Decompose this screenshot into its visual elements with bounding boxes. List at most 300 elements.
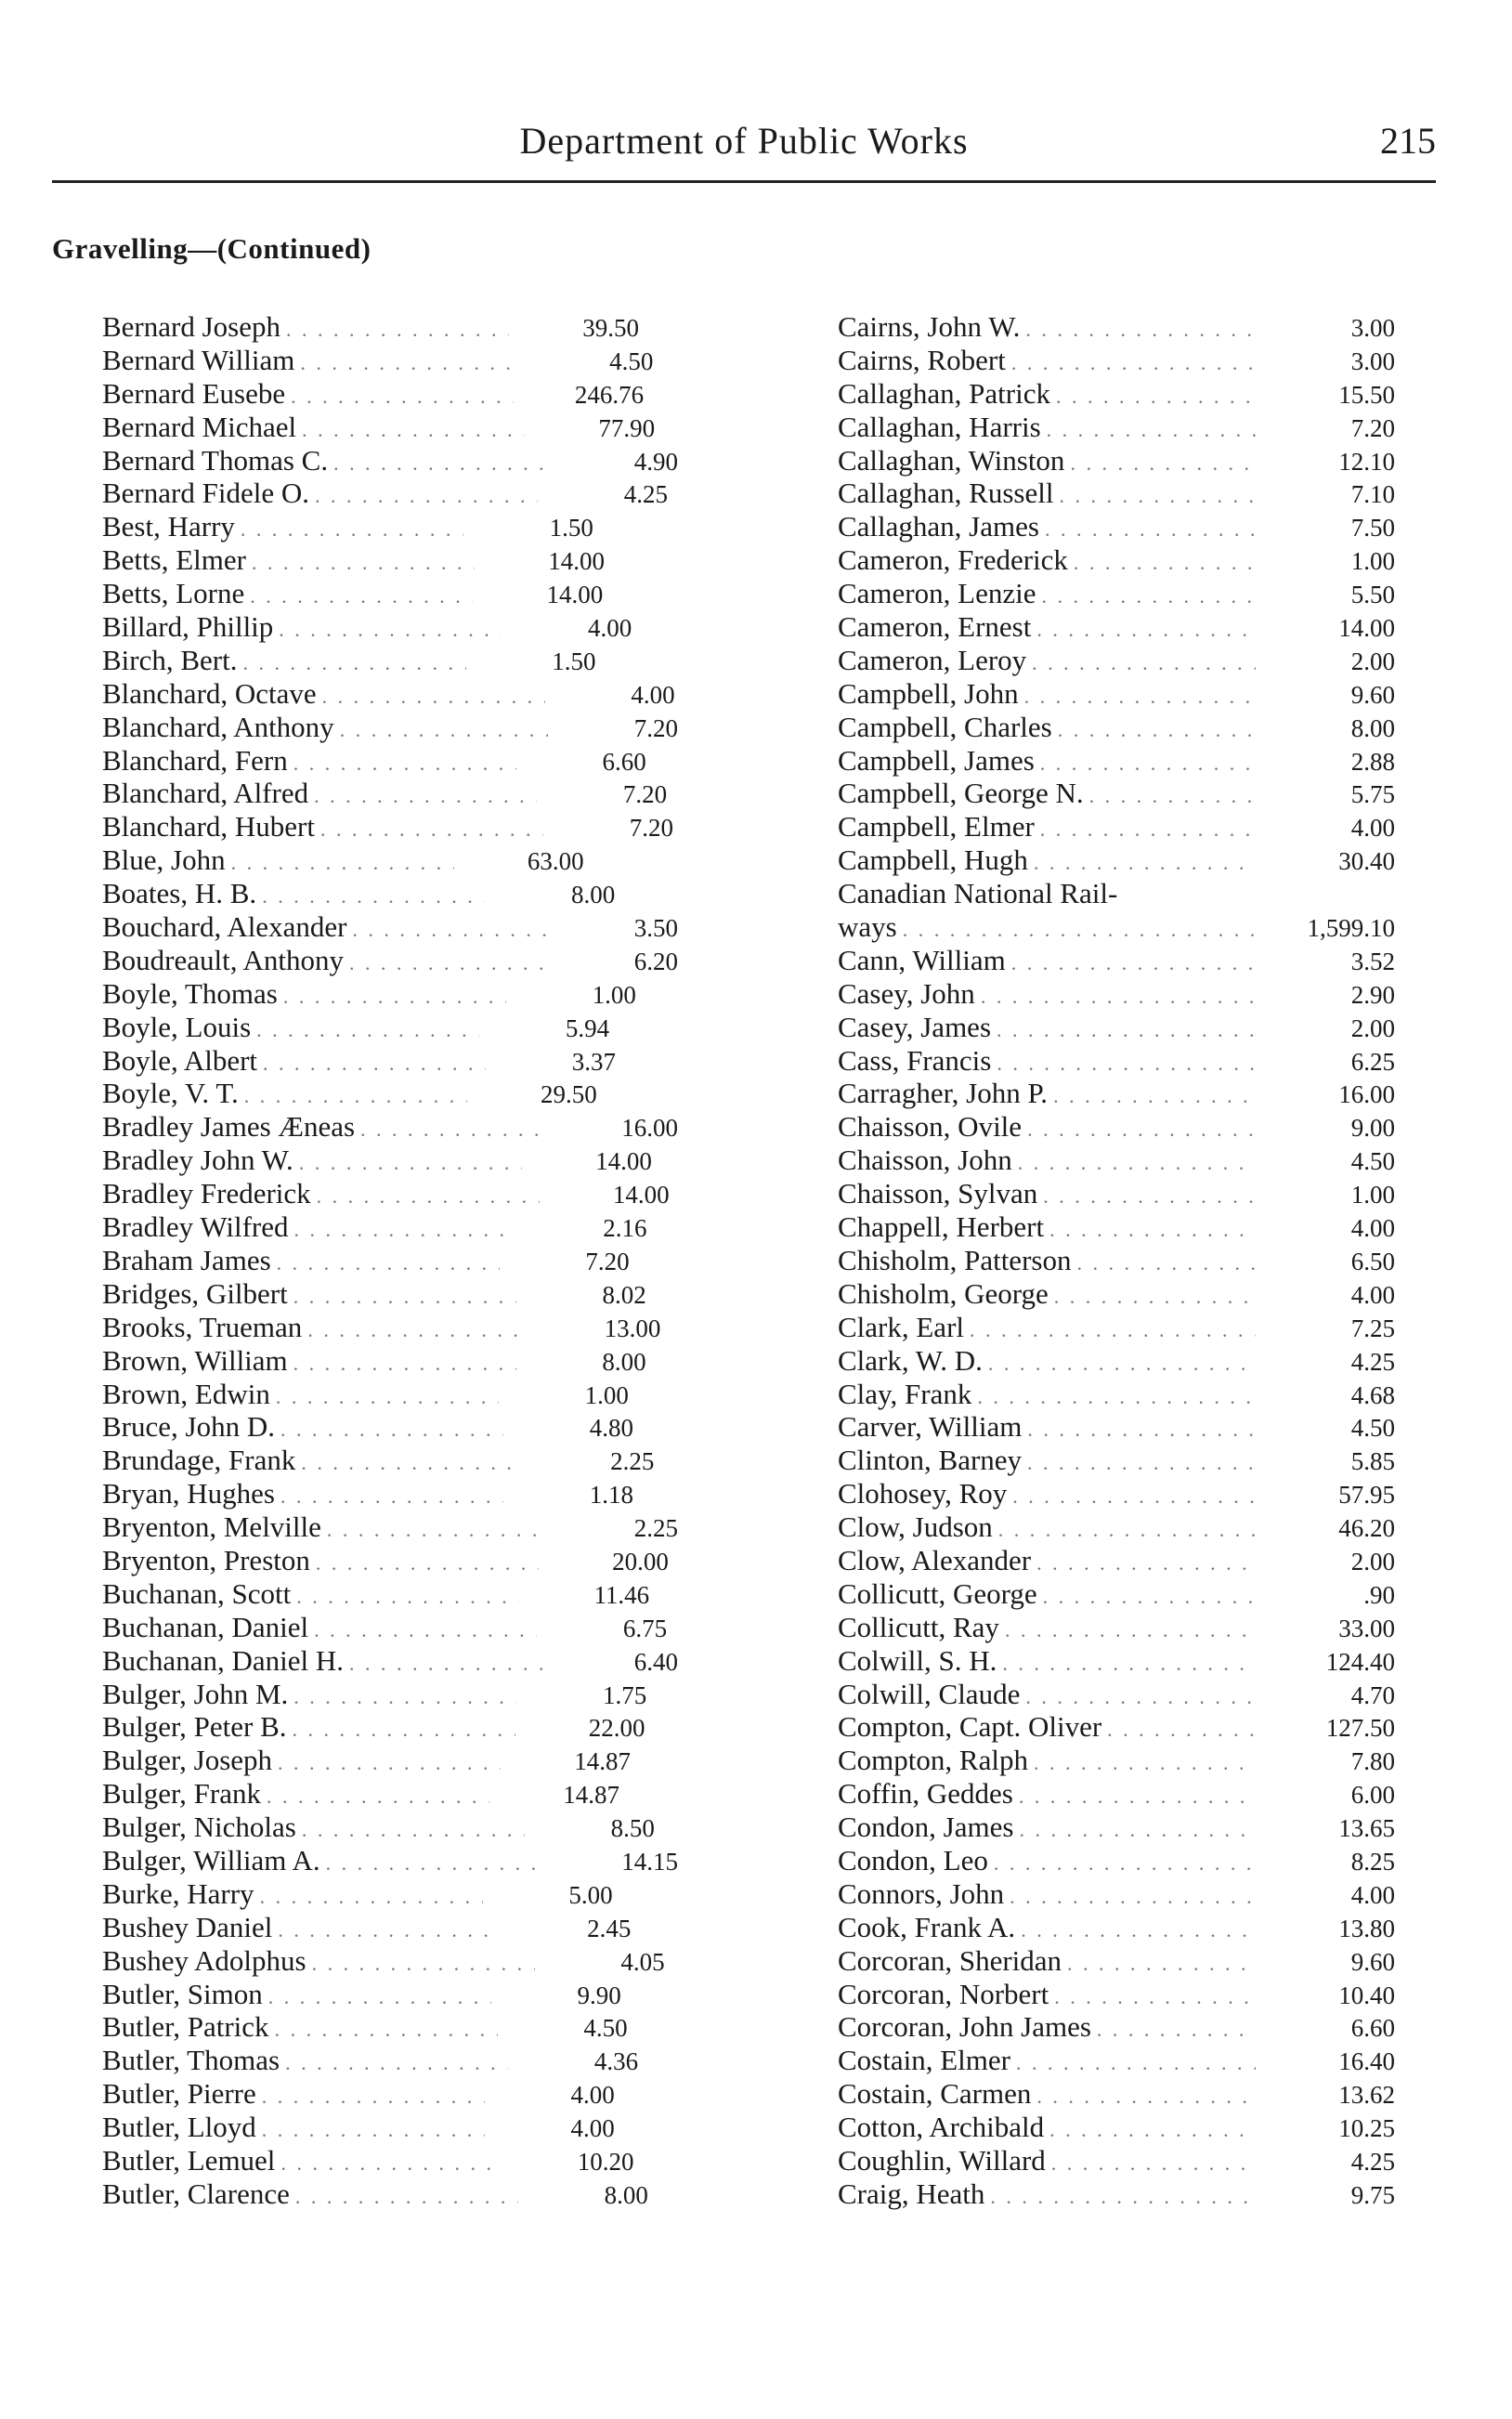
list-item (838, 1044, 1395, 1078)
entry-amount: 7.20 (1350, 413, 1395, 442)
entry-amount: 8.50 (610, 1814, 655, 1843)
list-item (838, 810, 1395, 843)
dot-leader (316, 1547, 539, 1580)
entry-amount: 5.75 (1350, 780, 1395, 809)
dot-leader (1074, 546, 1256, 580)
list-item (838, 1244, 1395, 1277)
entry-amount: 14.00 (595, 1147, 652, 1176)
entry-amount: 10.25 (1338, 2114, 1395, 2143)
list-item (838, 1911, 1395, 1944)
entry-amount: 4.80 (589, 1414, 633, 1443)
dot-leader (278, 1746, 501, 1780)
list-item (102, 1777, 678, 1811)
entry-amount: 4.50 (609, 347, 654, 375)
list-item (838, 1611, 1395, 1644)
page-title: Department of Public Works (519, 120, 969, 162)
list-item (102, 1144, 678, 1177)
entry-amount: 57.95 (1338, 1481, 1395, 1510)
entry-name: Cann, William (838, 943, 1006, 976)
entry-amount: 1,599.10 (1307, 914, 1395, 943)
dot-leader (1025, 313, 1256, 347)
entry-name: Corcoran, Norbert (838, 1977, 1049, 2010)
entry-amount: 4.00 (570, 2114, 615, 2143)
list-item (102, 377, 678, 411)
dot-leader (302, 1813, 525, 1847)
entry-amount: 14.87 (563, 1781, 619, 1810)
entry-name: Buchanan, Daniel H. (102, 1643, 344, 1677)
entry-name: Billard, Phillip (102, 610, 274, 644)
dot-leader (312, 1947, 535, 1981)
entry-name: Coffin, Geddes (838, 1777, 1013, 1811)
entry-amount: 1.00 (584, 1380, 629, 1409)
entry-amount: 9.60 (1350, 680, 1395, 709)
entry-name: Butler, Clarence (102, 2177, 290, 2210)
entry-amount: 39.50 (582, 314, 639, 342)
list-item (838, 1378, 1395, 1411)
dot-leader (327, 1513, 548, 1547)
list-item (838, 1510, 1395, 1544)
entry-name: Clow, Alexander (838, 1543, 1032, 1576)
list-item (838, 1410, 1395, 1444)
list-item (102, 2010, 678, 2044)
dot-leader (280, 2147, 503, 2180)
entry-name: Callaghan, Patrick (838, 376, 1050, 410)
entry-amount: .90 (1363, 1580, 1395, 1609)
entry-amount: 6.40 (633, 1647, 678, 1676)
entry-name: Bridges, Gilbert (102, 1276, 288, 1310)
dot-leader (317, 1180, 540, 1213)
list-item (838, 543, 1395, 577)
entry-amount: 7.25 (1350, 1314, 1395, 1342)
list-item (102, 1644, 678, 1678)
entry-amount: 13.65 (1338, 1814, 1395, 1843)
entry-name: Blanchard, Octave (102, 676, 317, 710)
entry-amount: 4.00 (1350, 1880, 1395, 1909)
list-item (102, 411, 678, 444)
dot-leader (231, 846, 454, 880)
entry-name: Carver, William (838, 1410, 1023, 1444)
entry-amount: 5.85 (1350, 1447, 1395, 1476)
dot-leader (314, 779, 537, 813)
dot-leader (263, 1047, 486, 1080)
dot-leader (302, 413, 525, 447)
list-item (838, 310, 1395, 344)
entry-amount: 2.88 (1350, 747, 1395, 776)
list-item (838, 711, 1395, 744)
entry-name: Clow, Judson (838, 1510, 993, 1544)
list-item (102, 1477, 678, 1510)
entry-amount: 10.20 (577, 2147, 634, 2176)
dot-leader (903, 913, 1256, 947)
list-item (838, 1777, 1395, 1811)
entry-amount: 14.00 (546, 581, 604, 609)
list-item (102, 543, 678, 577)
dot-leader (1016, 2046, 1256, 2080)
entry-amount: 14.87 (574, 1747, 632, 1776)
entry-name: Butler, Lloyd (102, 2111, 256, 2144)
list-item (838, 843, 1395, 877)
dot-leader (1011, 947, 1256, 980)
dot-leader (360, 1113, 548, 1146)
dot-leader (279, 613, 502, 647)
entry-amount: 9.00 (1350, 1114, 1395, 1143)
list-item (102, 344, 678, 377)
dot-leader (1002, 1647, 1256, 1680)
dot-leader (260, 1880, 483, 1914)
list-item (838, 877, 1395, 910)
entry-amount: 33.00 (1338, 1614, 1395, 1642)
list-item (838, 1177, 1395, 1210)
dot-leader (1054, 1280, 1256, 1314)
list-item (102, 1177, 678, 1210)
dot-leader (320, 813, 543, 846)
entry-amount: 124.40 (1325, 1647, 1395, 1676)
entry-name: Bradley John W. (102, 1144, 293, 1177)
entry-name: Bulger, Nicholas (102, 1811, 296, 1844)
entry-name: Callaghan, Russell (838, 477, 1054, 510)
dot-leader (301, 1446, 524, 1480)
entry-name: Butler, Simon (102, 1977, 263, 2010)
list-item (838, 1344, 1395, 1378)
list-item (102, 1911, 678, 1944)
dot-leader (997, 1013, 1256, 1047)
list-item (838, 2111, 1395, 2144)
entry-name: Callaghan, Winston (838, 443, 1065, 477)
dot-leader (1019, 1780, 1256, 1813)
entry-name: Bryan, Hughes (102, 1477, 275, 1510)
entry-name: Betts, Elmer (102, 543, 246, 577)
list-item (102, 744, 678, 778)
entry-name: Braham James (102, 1243, 271, 1276)
entry-amount: 2.00 (1350, 1013, 1395, 1042)
dot-leader (1010, 1880, 1256, 1914)
list-item (102, 1344, 678, 1378)
list-item (838, 977, 1395, 1011)
entry-amount: 5.00 (568, 1880, 613, 1909)
list-item (838, 1210, 1395, 1244)
list-item (102, 310, 678, 344)
dot-leader (1036, 2080, 1256, 2113)
list-item (102, 843, 678, 877)
list-item (838, 1311, 1395, 1344)
entry-amount: 8.00 (1350, 713, 1395, 742)
entry-name: Chappell, Herbert (838, 1210, 1045, 1244)
dot-leader (291, 380, 514, 413)
entry-amount: 13.80 (1338, 1914, 1395, 1942)
entry-amount: 14.00 (612, 1181, 670, 1210)
dot-leader (285, 2046, 508, 2080)
entry-name: Bernard Michael (102, 410, 297, 443)
list-item (838, 510, 1395, 543)
dot-leader (1049, 1213, 1256, 1247)
dot-leader (1058, 713, 1256, 747)
entry-name: Blanchard, Alfred (102, 777, 309, 810)
dot-leader (293, 1713, 515, 1746)
dot-leader (333, 447, 548, 480)
list-item (102, 1110, 678, 1144)
dot-leader (278, 1914, 501, 1947)
list-item (102, 610, 678, 644)
entry-name: Blue, John (102, 843, 226, 877)
dot-leader (1054, 1981, 1256, 2014)
entry-name: Blanchard, Anthony (102, 710, 334, 743)
entry-amount: 4.50 (1350, 1147, 1395, 1176)
entry-name: Campbell, George N. (838, 777, 1084, 810)
dot-leader (293, 1213, 516, 1247)
entry-name: Compton, Ralph (838, 1744, 1028, 1777)
entry-amount: 10.40 (1338, 1981, 1395, 2009)
dot-leader (352, 913, 548, 947)
entry-name: Boyle, Thomas (102, 976, 278, 1010)
entry-name: Buchanan, Scott (102, 1576, 292, 1610)
entry-amount: 9.90 (577, 1981, 621, 2009)
list-item (102, 477, 678, 510)
entry-name: Campbell, James (838, 743, 1035, 777)
entry-amount: 3.52 (1350, 947, 1395, 975)
entry-name: Betts, Lorne (102, 577, 245, 610)
dot-leader (1043, 1180, 1256, 1213)
list-item (102, 944, 678, 977)
dot-leader (293, 747, 516, 780)
dot-leader (326, 1847, 548, 1880)
entry-amount: 4.25 (1350, 1347, 1395, 1376)
entry-name: Bushey Daniel (102, 1910, 273, 1943)
dot-leader (349, 947, 548, 980)
entry-amount: 3.00 (1350, 314, 1395, 342)
entry-name: Bernard William (102, 343, 295, 376)
list-item (838, 1978, 1395, 2011)
dot-leader (1097, 2013, 1256, 2046)
entry-name: Chaisson, Ovile (838, 1110, 1023, 1144)
section-heading: Gravelling—(Continued) (52, 232, 371, 265)
list-item (838, 2144, 1395, 2177)
dot-leader (1019, 1813, 1256, 1847)
entry-name: Clohosey, Roy (838, 1477, 1008, 1510)
dot-leader (1018, 1146, 1256, 1180)
entry-name: Bernard Thomas C. (102, 443, 329, 477)
list-item (838, 1144, 1395, 1177)
entry-name: Brundage, Frank (102, 1444, 296, 1477)
dot-leader (998, 1513, 1256, 1547)
entry-name: Costain, Carmen (838, 2077, 1032, 2111)
entry-name: Bryenton, Preston (102, 1543, 310, 1576)
entry-amount: 2.45 (587, 1914, 632, 1942)
list-item (838, 1710, 1395, 1744)
entry-amount: 2.90 (1350, 980, 1395, 1009)
dot-leader (1041, 580, 1256, 613)
entry-amount: 3.00 (1350, 347, 1395, 375)
entry-name: Cairns, Robert (838, 343, 1006, 376)
list-item (838, 1644, 1395, 1678)
entry-name: Campbell, John (838, 676, 1019, 710)
entry-amount: 11.46 (593, 1580, 650, 1609)
entry-amount: 8.25 (1350, 1847, 1395, 1876)
entry-name: Carragher, John P. (838, 1077, 1049, 1110)
entry-name: Bradley Frederick (102, 1177, 311, 1210)
entry-name: Clay, Frank (838, 1377, 972, 1410)
list-item (838, 2044, 1395, 2077)
entry-amount: 6.00 (1350, 1781, 1395, 1810)
list-item (838, 411, 1395, 444)
entry-amount: 4.00 (631, 680, 675, 709)
entry-name: Bradley Wilfred (102, 1210, 289, 1244)
list-item (102, 577, 678, 610)
dot-leader (283, 980, 506, 1013)
entry-name: Callaghan, James (838, 510, 1039, 543)
list-item (838, 2077, 1395, 2111)
list-item (102, 644, 678, 677)
dot-leader (1089, 779, 1256, 813)
entry-amount: 4.00 (588, 614, 632, 643)
entry-amount: 15.50 (1338, 380, 1395, 409)
dot-leader (1070, 447, 1256, 480)
entry-name: Birch, Bert. (102, 643, 238, 676)
dot-leader (1021, 1914, 1256, 1947)
entry-amount: 6.60 (602, 747, 646, 776)
dot-leader (1043, 1580, 1256, 1614)
entry-name: Clark, Earl (838, 1310, 965, 1343)
list-item (102, 1944, 678, 1978)
list-item (102, 1710, 678, 1744)
list-item (838, 677, 1395, 711)
entry-amount: 3.50 (633, 914, 678, 943)
entry-amount: 9.75 (1350, 2180, 1395, 2209)
dot-leader (286, 313, 509, 347)
entry-name: Bushey Adolphus (102, 1943, 306, 1977)
list-item (102, 1744, 678, 1777)
entry-name: Buchanan, Daniel (102, 1610, 309, 1643)
entry-amount: 4.90 (633, 447, 678, 476)
entry-amount: 2.25 (610, 1447, 655, 1476)
entry-name: Butler, Patrick (102, 2010, 269, 2044)
entry-name: Cairns, John W. (838, 310, 1021, 343)
entry-amount: 4.50 (583, 2014, 628, 2043)
entry-name: Bernard Fidele O. (102, 477, 309, 510)
entry-name: Bernard Eusebe (102, 376, 286, 410)
entry-amount: 8.00 (602, 1347, 646, 1376)
entry-name: ways (838, 910, 897, 944)
list-item (102, 2144, 678, 2177)
dot-leader (262, 2113, 485, 2147)
entry-amount: 4.68 (1350, 1380, 1395, 1409)
dot-leader (1067, 1947, 1256, 1981)
entry-name: Bruce, John D. (102, 1410, 275, 1444)
entry-amount: 7.20 (633, 713, 678, 742)
list-item (838, 1477, 1395, 1510)
list-item (838, 344, 1395, 377)
entry-amount: 2.25 (633, 1514, 678, 1543)
entry-amount: 7.20 (622, 780, 668, 809)
dot-leader (241, 513, 463, 546)
dot-leader (262, 880, 485, 913)
entry-name: Callaghan, Harris (838, 410, 1041, 443)
dot-leader (1032, 647, 1256, 680)
entry-name: Bernard Joseph (102, 310, 280, 343)
list-item (838, 2010, 1395, 2044)
entry-name: Clinton, Barney (838, 1444, 1023, 1477)
entry-amount: 4.00 (1350, 1214, 1395, 1243)
dot-leader (243, 647, 466, 680)
dot-leader (300, 347, 523, 380)
entry-amount: 16.40 (1338, 2047, 1395, 2076)
entry-amount: 14.15 (621, 1847, 678, 1876)
dot-leader (256, 1013, 479, 1047)
dot-leader (252, 546, 475, 580)
entry-name: Connors, John (838, 1876, 1005, 1910)
dot-leader (293, 1680, 516, 1714)
list-item (838, 1444, 1395, 1477)
entry-name: Coughlin, Willard (838, 2143, 1046, 2177)
entry-amount: 4.25 (1350, 2147, 1395, 2176)
list-item (838, 1110, 1395, 1144)
entry-amount: 1.00 (1350, 547, 1395, 576)
list-item (102, 1811, 678, 1844)
dot-leader (276, 1380, 499, 1414)
dot-leader (314, 1614, 537, 1647)
entry-amount: 46.20 (1338, 1514, 1395, 1543)
entry-name: Chisholm, Patterson (838, 1243, 1072, 1276)
list-item (102, 1544, 678, 1577)
entry-amount: 9.60 (1350, 1947, 1395, 1976)
page-header (52, 115, 1436, 183)
dot-leader (1036, 613, 1256, 647)
entry-amount: 5.50 (1350, 581, 1395, 609)
entry-amount: 1.50 (549, 514, 593, 543)
list-item (838, 944, 1395, 977)
dot-leader (1025, 1680, 1256, 1714)
list-item (838, 477, 1395, 510)
entry-amount: 14.00 (1338, 614, 1395, 643)
dot-leader (1027, 1446, 1256, 1480)
dot-leader (277, 1247, 500, 1280)
dot-leader (280, 1413, 503, 1446)
dot-leader (244, 1079, 467, 1113)
list-item (102, 510, 678, 543)
entry-name: Boyle, Albert (102, 1043, 258, 1077)
entry-amount: 6.75 (622, 1614, 668, 1642)
dot-leader (1045, 513, 1256, 546)
entry-name: Cook, Frank A. (838, 1910, 1016, 1943)
list-item (102, 977, 678, 1011)
list-item (838, 1811, 1395, 1844)
dot-leader (1012, 1480, 1256, 1513)
entry-name: Casey, John (838, 976, 975, 1010)
list-item (838, 577, 1395, 610)
entry-amount: 29.50 (540, 1080, 597, 1109)
list-item (102, 1510, 678, 1544)
entry-name: Cameron, Leroy (838, 643, 1027, 676)
entry-amount: 1.75 (603, 1680, 647, 1709)
entry-name: Bulger, Joseph (102, 1744, 273, 1777)
list-item (838, 644, 1395, 677)
dot-leader (280, 1480, 503, 1513)
entry-amount: 5.94 (565, 1013, 610, 1042)
dot-leader (307, 1314, 530, 1347)
dot-leader (340, 713, 548, 747)
entry-amount: 7.20 (585, 1247, 630, 1275)
entry-amount: 7.50 (1350, 514, 1395, 543)
dot-leader (1051, 2147, 1256, 2180)
list-item (838, 1577, 1395, 1611)
entry-amount: 4.00 (1350, 1280, 1395, 1309)
entry-name: Bulger, Peter B. (102, 1710, 287, 1744)
entry-amount: 20.00 (612, 1547, 669, 1576)
entry-amount: 4.36 (593, 2047, 639, 2076)
dot-leader (250, 580, 473, 613)
dot-leader (262, 2080, 485, 2113)
entry-name: Bulger, John M. (102, 1677, 289, 1710)
entry-name: Cameron, Ernest (838, 610, 1032, 644)
